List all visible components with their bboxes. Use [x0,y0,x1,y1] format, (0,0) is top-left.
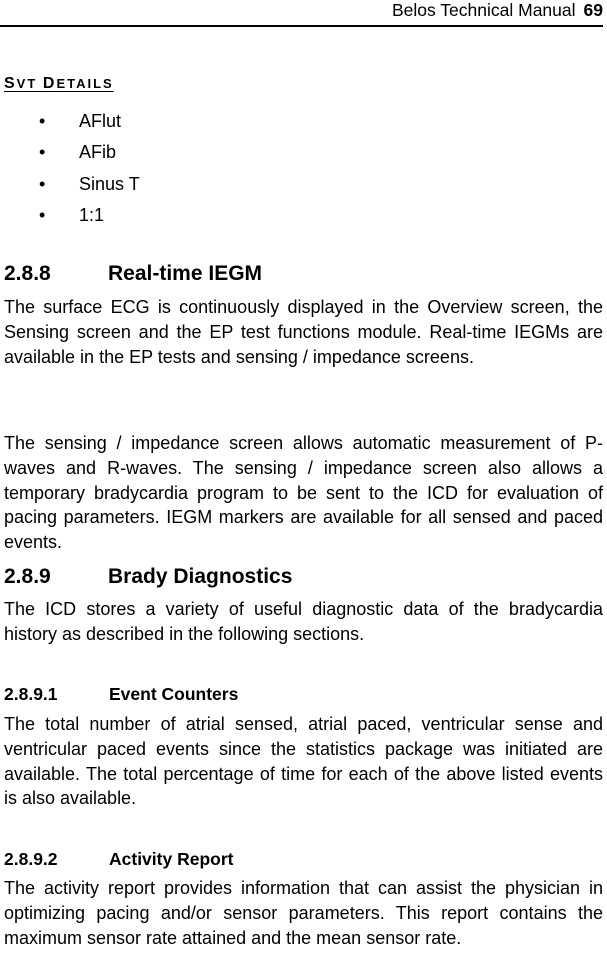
section-title: Real-time IEGM [108,262,263,285]
heading-small-caps-etails: ETAILS [56,76,114,91]
document-title: Belos Technical Manual [391,0,576,20]
list-item-text: AFlut [79,111,122,131]
section-heading-288 [4,262,262,286]
section-heading-289 [4,565,292,589]
paragraph-realtime-iegm-2: The sensing / impedance screen allows automatic measurement of P-waves and R-waves. The sensing / impedance screen also allows a temporary bradycardia program to be sent to the ICD for evaluation of pacing parameters. IEGM markers are available for all sensed and paced events. [4,433,603,553]
page-header [0,0,603,27]
section-heading-2892 [4,849,233,869]
heading-initial-s: S [4,75,17,92]
list-item-text: Sinus T [79,173,140,194]
bullet-icon: • [39,142,46,163]
paragraph-event-counters: The total number of atrial sensed, atrial paced, ventricular sense and ventricular paced events since the statistics package was initiated are available. The total percentage of time for each of the above listed events is also available. [4,714,603,809]
bullet-icon: • [39,204,46,225]
section-number: 2.8.8 [4,262,51,285]
paragraph-brady-diagnostics: The ICD stores a variety of useful diagnostic data of the bradycardia history as described in the following sections. [4,599,603,644]
section-heading-2891 [4,684,238,704]
section-title: Activity Report [109,849,234,869]
section-title: Event Counters [109,684,239,704]
bullet-icon: • [39,173,46,194]
list-item-text: 1:1 [79,204,105,225]
paragraph-activity-report: The activity report provides information that can assist the physician in optimizing pacing and/or sensor parameters. This report contains the maximum sensor rate attained and the mean sensor rate. [4,878,603,948]
svt-details-heading [4,75,114,93]
paragraph-realtime-iegm-1: The surface ECG is continuously displayed in the Overview screen, the Sensing screen and the EP test functions module. Real-time IEGMs are available in the EP tests and sensing / impedance screens. [4,297,603,367]
heading-initial-d: D [42,75,57,92]
heading-small-caps-vt: VT [16,76,43,91]
section-number: 2.8.9.1 [4,684,58,704]
list-item-text: AFib [79,142,117,163]
page-number: 69 [583,0,603,20]
section-number: 2.8.9 [4,565,51,588]
bullet-icon: • [39,111,46,131]
section-number: 2.8.9.2 [4,849,58,869]
section-title: Brady Diagnostics [108,565,293,588]
